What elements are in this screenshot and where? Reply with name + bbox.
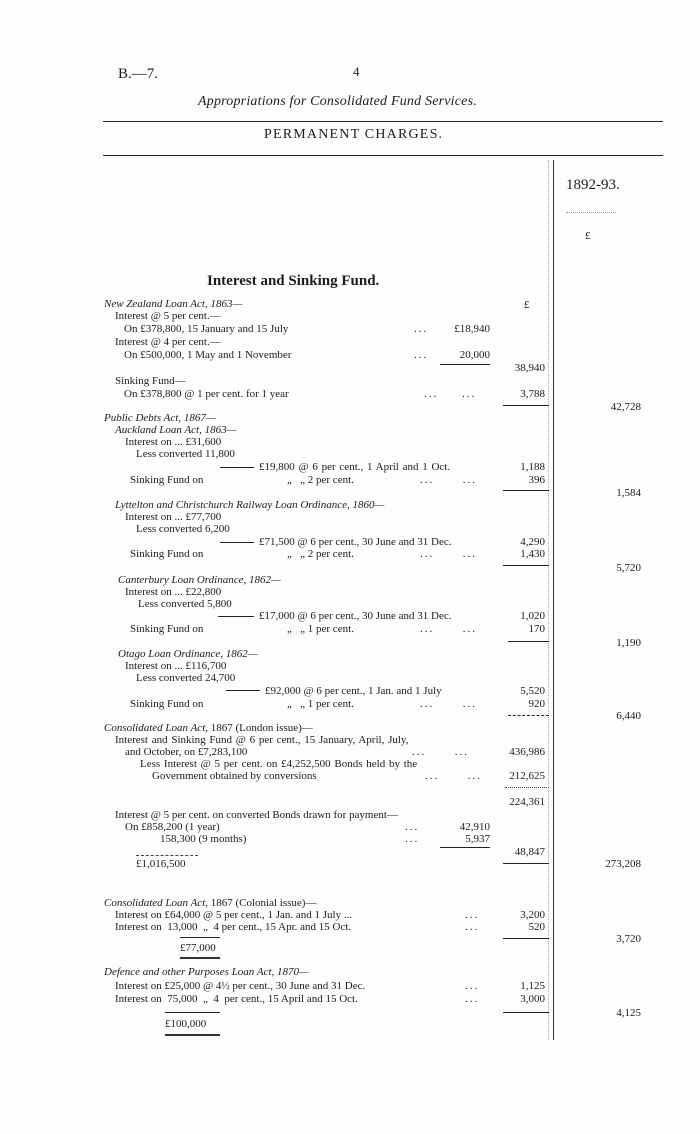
- page-ref: B.—7.: [118, 66, 159, 82]
- sum-rule: [165, 1012, 220, 1013]
- defence-loan-capital: £100,000: [165, 1018, 207, 1030]
- section-title: PERMANENT CHARGES.: [264, 127, 444, 142]
- consolidated-london-total: 273,208: [605, 858, 641, 870]
- sum-rule: [503, 490, 549, 491]
- page-number: 4: [353, 64, 360, 79]
- totals-column-header: 1892-93.: [566, 177, 620, 193]
- inner-column-rule: [548, 160, 549, 1040]
- leader-dots: ...: [405, 833, 420, 845]
- canterbury-sinking-rate: „ „ 1 per cent.: [287, 623, 354, 635]
- sum-rule: [165, 1034, 220, 1036]
- auckland-net-interest: £19,800 @ 6 per cent., 1 April and 1 Oct.: [259, 461, 451, 473]
- nz-interest-5-on: On £378,800, 15 January and 15 July: [124, 323, 289, 335]
- auckland-less-converted: Less converted 11,800: [136, 448, 235, 460]
- auckland-total: 1,584: [616, 487, 641, 499]
- otago-sinking-fund: Sinking Fund on: [130, 698, 204, 710]
- nz-loan-title: New Zealand Loan Act, 1863—: [104, 298, 243, 310]
- auckland-net-amount: 1,188: [520, 461, 545, 473]
- leader-dots: ... ...: [420, 548, 477, 560]
- sum-rule: [180, 957, 220, 959]
- canterbury-total: 1,190: [616, 637, 641, 649]
- canterbury-net-interest: £17,000 @ 6 per cent., 30 June and 31 Dec.: [259, 610, 452, 622]
- otago-interest-on: Interest on ... £116,700: [125, 660, 227, 672]
- auckland-sinking-rate: „ „ 2 per cent.: [287, 474, 354, 486]
- sum-rule: [220, 467, 254, 468]
- otago-sinking-rate: „ „ 1 per cent.: [287, 698, 354, 710]
- leader-dots: ...: [405, 821, 420, 833]
- lyttelton-sinking-fund: Sinking Fund on: [130, 548, 204, 560]
- consolidated-colonial-line-2: Interest on 13,000 „ 4 per cent., 15 Apr. and 15 Oct.: [115, 921, 352, 933]
- otago-total: 6,440: [616, 710, 641, 722]
- converted-bonds-total: 48,847: [514, 846, 545, 858]
- section-rule: [103, 155, 663, 156]
- nz-interest-4-on: On £500,000, 1 May and 1 November: [124, 349, 292, 361]
- nz-interest-subtotal: 38,940: [514, 362, 545, 374]
- converted-bonds-amount-1: 42,910: [459, 821, 490, 833]
- defence-loan-amount-2: 3,000: [520, 993, 545, 1005]
- otago-title: Otago Loan Ordinance, 1862—: [118, 648, 258, 660]
- consolidated-london-line-2: and October, on £7,283,100: [125, 746, 248, 758]
- consolidated-london-net: 224,361: [509, 796, 545, 808]
- leader-dots: ...: [465, 921, 480, 933]
- consolidated-london-less-1: Less Interest @ 5 per cent. on £4,252,500 Bonds held by the: [140, 758, 418, 770]
- sum-rule: [440, 847, 490, 848]
- consolidated-london-line-1: Interest and Sinking Fund @ 6 per cent., 15 January, April, July,: [115, 734, 409, 746]
- lyttelton-net-interest: £71,500 @ 6 per cent., 30 June and 31 Dec.: [259, 536, 452, 548]
- consolidated-london-less-2: Government obtained by conversions: [152, 770, 317, 782]
- canterbury-sinking-amount: 170: [528, 623, 545, 635]
- leader-dots: ... ...: [425, 770, 482, 782]
- otago-net-interest: £92,000 @ 6 per cent., 1 Jan. and 1 July: [265, 685, 442, 697]
- leader-dots: ... ...: [412, 746, 469, 758]
- consolidated-london-amount: 436,986: [509, 746, 545, 758]
- canterbury-title: Canterbury Loan Ordinance, 1862—: [118, 574, 281, 586]
- converted-bonds-title: Interest @ 5 per cent. on converted Bonds drawn for payment—: [115, 809, 398, 821]
- otago-net-amount: 5,520: [520, 685, 545, 697]
- consolidated-colonial-capital: £77,000: [180, 942, 216, 954]
- sum-rule: [440, 364, 490, 365]
- section-heading: Interest and Sinking Fund.: [207, 273, 380, 289]
- canterbury-interest-on: Interest on ... £22,800: [125, 586, 222, 598]
- sum-rule: [508, 715, 549, 716]
- nz-interest-5-amount: £18,940: [454, 323, 490, 335]
- running-title: Appropriations for Consolidated Fund Services.: [198, 94, 477, 109]
- converted-bonds-line-2: 158,300 (9 months): [160, 833, 247, 845]
- nz-sinking-fund-on: On £378,800 @ 1 per cent. for 1 year: [124, 388, 289, 400]
- consolidated-london-less-amount: 212,625: [509, 770, 545, 782]
- nz-sinking-fund-amount: 3,788: [520, 388, 545, 400]
- nz-total: 42,728: [610, 401, 641, 413]
- sum-rule: [220, 542, 254, 543]
- leader-dots: ...: [465, 909, 480, 921]
- leader-dots: ... ...: [424, 388, 477, 400]
- public-debts-title: Public Debts Act, 1867—: [104, 412, 216, 424]
- nz-sinking-fund: Sinking Fund—: [115, 375, 186, 387]
- totals-header-rule: [566, 212, 616, 213]
- auckland-sinking-amount: 396: [528, 474, 545, 486]
- leader-dots: ...: [414, 349, 429, 361]
- leader-dots: ... ...: [420, 623, 477, 635]
- nz-interest-5: Interest @ 5 per cent.—: [115, 310, 221, 322]
- sum-rule: [136, 855, 198, 856]
- sum-rule: [503, 565, 549, 566]
- sum-rule: [218, 616, 254, 617]
- top-rule: [103, 121, 663, 122]
- defence-loan-line-1: Interest on £25,000 @ 4½ per cent., 30 June and 31 Dec.: [115, 980, 366, 992]
- sum-rule: [503, 938, 549, 939]
- lyttelton-sinking-rate: „ „ 2 per cent.: [287, 548, 354, 560]
- sum-rule: [505, 787, 549, 788]
- totals-unit: £: [585, 230, 591, 242]
- auckland-sinking-fund: Sinking Fund on: [130, 474, 204, 486]
- sum-rule: [503, 1012, 549, 1013]
- lyttelton-interest-on: Interest on ... £77,700: [125, 511, 222, 523]
- sum-rule: [226, 690, 260, 691]
- consolidated-colonial-amount-1: 3,200: [520, 909, 545, 921]
- pound-sign: £: [524, 299, 530, 311]
- auckland-interest-on: Interest on ... £31,600: [125, 436, 222, 448]
- lyttelton-net-amount: 4,290: [520, 536, 545, 548]
- totals-column-rule: [553, 160, 554, 1040]
- defence-loan-amount-1: 1,125: [520, 980, 545, 992]
- canterbury-sinking-fund: Sinking Fund on: [130, 623, 204, 635]
- consolidated-london-title: Consolidated Loan Act, 1867 (London issue)—: [104, 722, 313, 734]
- lyttelton-title: Lyttelton and Christchurch Railway Loan Ordinance, 1860—: [115, 499, 385, 511]
- otago-less-converted: Less converted 24,700: [136, 672, 236, 684]
- leader-dots: ...: [465, 993, 480, 1005]
- sum-rule: [180, 937, 220, 938]
- defence-loan-total: 4,125: [616, 1007, 641, 1019]
- converted-bonds-amount-2: 5,937: [465, 833, 490, 845]
- consolidated-colonial-title: Consolidated Loan Act, 1867 (Colonial issue)—: [104, 897, 317, 909]
- lyttelton-total: 5,720: [616, 562, 641, 574]
- consolidated-london-capital: £1,016,500: [136, 858, 186, 870]
- defence-loan-line-2: Interest on 75,000 „ 4 per cent., 15 April and 15 Oct.: [115, 993, 358, 1005]
- sum-rule: [503, 405, 549, 406]
- nz-interest-4: Interest @ 4 per cent.—: [115, 336, 221, 348]
- leader-dots: ...: [414, 323, 429, 335]
- consolidated-colonial-total: 3,720: [616, 933, 641, 945]
- consolidated-colonial-line-1: Interest on £64,000 @ 5 per cent., 1 Jan. and 1 July ...: [115, 909, 353, 921]
- otago-sinking-amount: 920: [528, 698, 545, 710]
- canterbury-less-converted: Less converted 5,800: [138, 598, 232, 610]
- lyttelton-sinking-amount: 1,430: [520, 548, 545, 560]
- leader-dots: ... ...: [420, 698, 477, 710]
- converted-bonds-line-1: On £858,200 (1 year): [125, 821, 220, 833]
- leader-dots: ... ...: [420, 474, 477, 486]
- canterbury-net-amount: 1,020: [520, 610, 545, 622]
- consolidated-colonial-amount-2: 520: [528, 921, 545, 933]
- nz-interest-4-amount: 20,000: [459, 349, 490, 361]
- sum-rule: [503, 863, 549, 864]
- defence-loan-title: Defence and other Purposes Loan Act, 1870—: [104, 966, 309, 978]
- auckland-title: Auckland Loan Act, 1863—: [115, 424, 237, 436]
- leader-dots: ...: [465, 980, 480, 992]
- lyttelton-less-converted: Less converted 6,200: [136, 523, 230, 535]
- sum-rule: [508, 641, 549, 642]
